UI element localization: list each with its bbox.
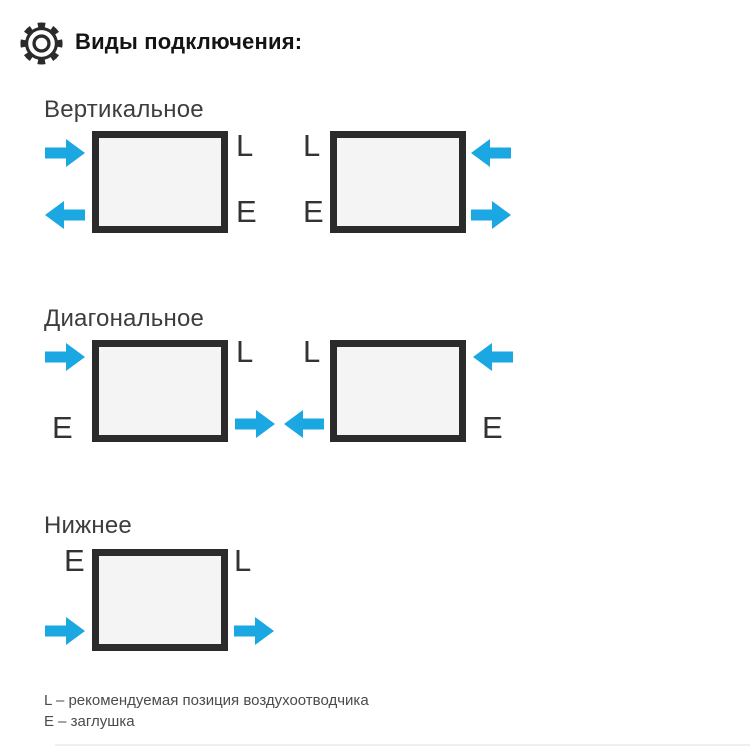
- flow-arrow-outlet-icon: [234, 617, 274, 645]
- legend: [44, 690, 369, 732]
- gear-icon: [18, 20, 65, 67]
- port-label: E: [236, 194, 257, 229]
- flow-arrow-outlet-icon: [284, 410, 324, 438]
- section-heading-vertical: Вертикальное: [44, 96, 204, 123]
- flow-arrow-inlet-icon: [473, 343, 513, 371]
- legend-line-l: L – рекомендуемая позиция воздухоотводчика: [44, 692, 369, 709]
- flow-arrow-outlet-icon: [45, 201, 85, 229]
- flow-arrow-inlet-icon: [45, 139, 85, 167]
- port-label: E: [303, 194, 324, 229]
- flow-arrow-inlet-icon: [471, 139, 511, 167]
- legend-line-e: E – заглушка: [44, 713, 135, 730]
- radiator-body: [330, 340, 466, 442]
- radiator-body: [92, 131, 228, 233]
- flow-arrow-inlet-icon: [45, 617, 85, 645]
- flow-arrow-outlet-icon: [235, 410, 275, 438]
- bottom-divider: [55, 744, 750, 746]
- port-label: L: [236, 128, 254, 163]
- port-label: E: [52, 410, 73, 445]
- radiator-body: [92, 340, 228, 442]
- flow-arrow-outlet-icon: [471, 201, 511, 229]
- port-label: L: [303, 128, 321, 163]
- section-heading-bottom: Нижнее: [44, 512, 132, 539]
- port-label: L: [236, 334, 254, 369]
- radiator-body: [92, 549, 228, 651]
- section-heading-diagonal: Диагональное: [44, 305, 205, 332]
- radiator-body: [330, 131, 466, 233]
- port-label: L: [234, 543, 252, 578]
- port-label: L: [303, 334, 321, 369]
- port-label: E: [64, 543, 85, 578]
- page-title: Виды подключения:: [75, 29, 303, 54]
- flow-arrow-inlet-icon: [45, 343, 85, 371]
- port-label: E: [482, 410, 503, 445]
